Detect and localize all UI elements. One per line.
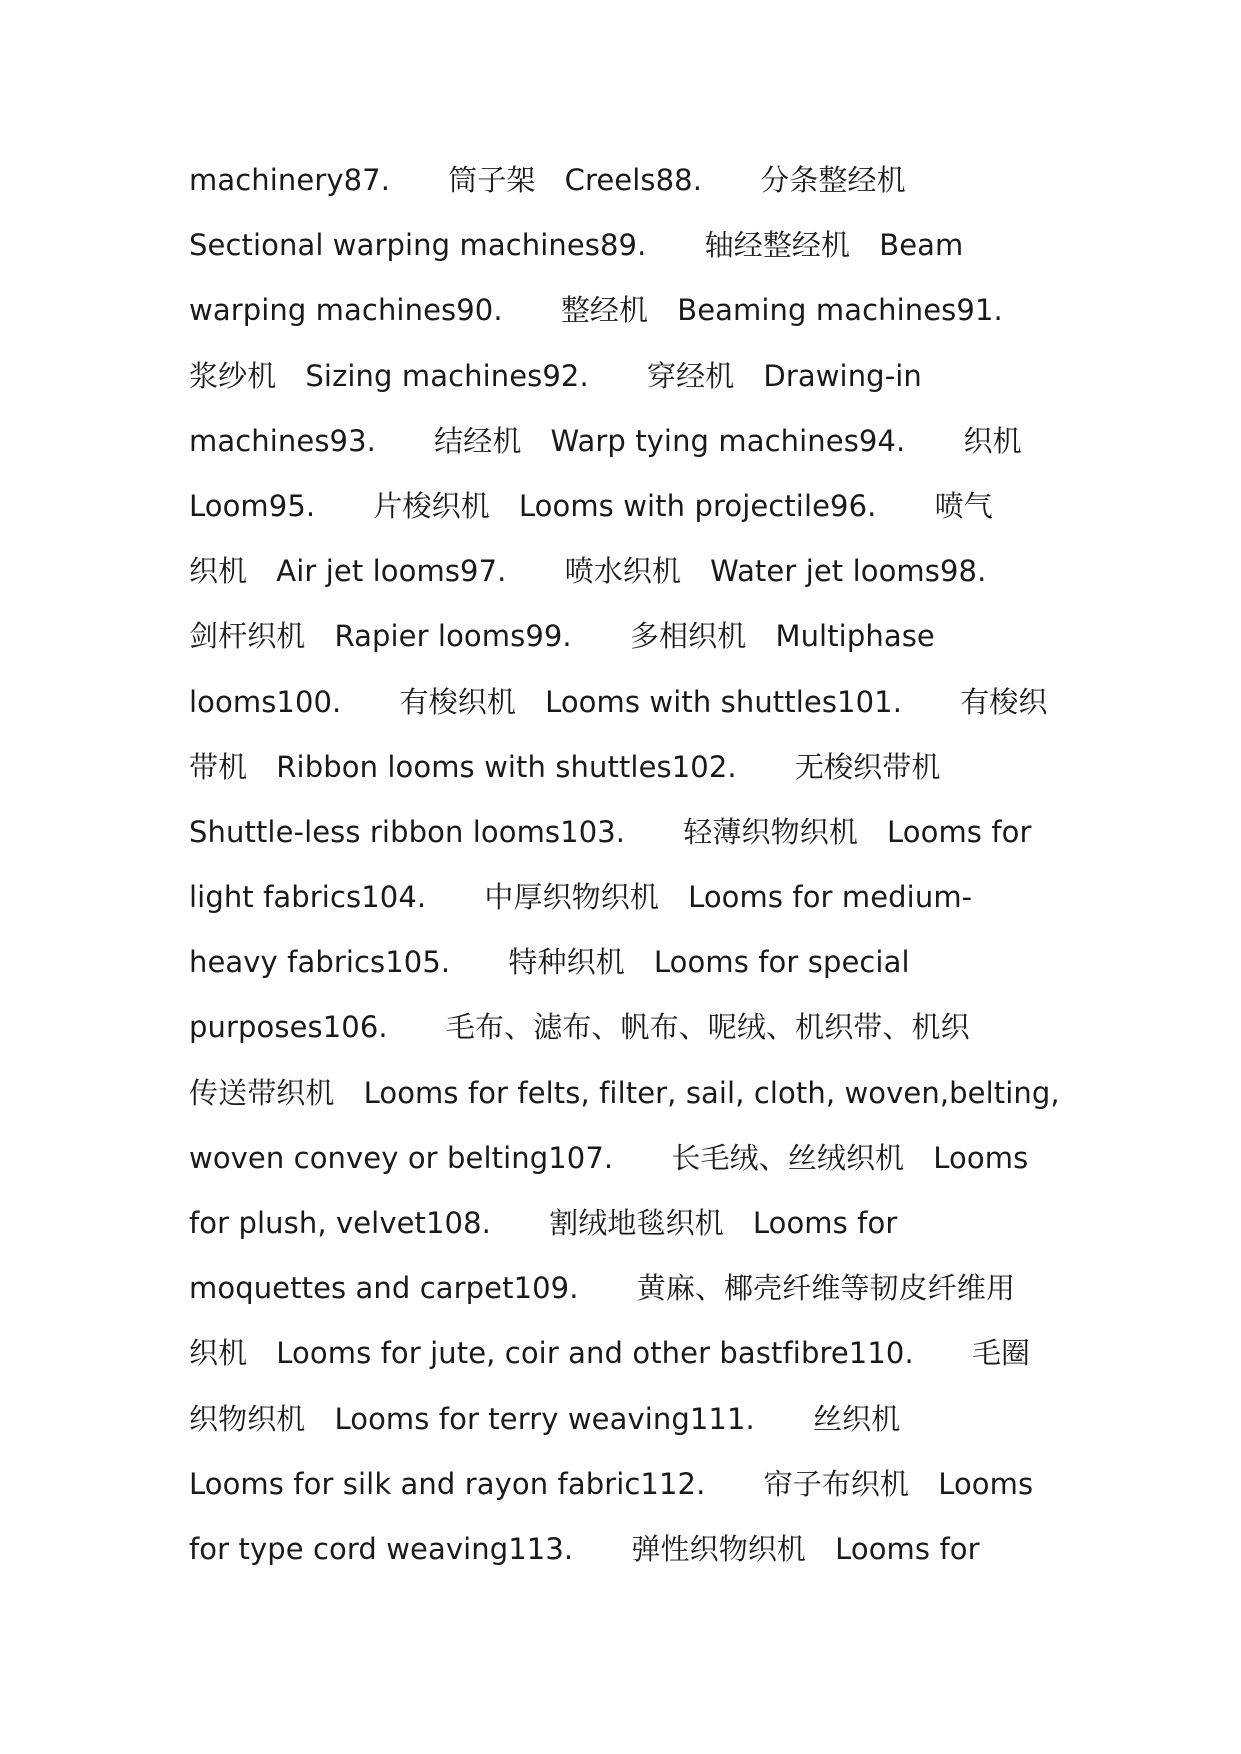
text-line: 织机 Looms for jute, coir and other bastfibre110. 毛圈 [189, 1336, 1031, 1371]
text-line: 织机 Air jet looms97. 喷水织机 Water jet looms98. [189, 554, 987, 589]
text-line: warping machines90. 整经机 Beaming machines91. [189, 293, 1003, 328]
text-line: light fabrics104. 中厚织物织机 Looms for medium- [189, 880, 973, 915]
text-line: machines93. 结经机 Warp tying machines94. 织机 [189, 423, 1022, 458]
text-line: 织物织机 Looms for terry weaving111. 丝织机 [189, 1401, 901, 1436]
text-line: 剑杆织机 Rapier looms99. 多相织机 Multiphase [189, 619, 935, 654]
text-line: Looms for silk and rayon fabric112. 帘子布织机 Looms [189, 1466, 1034, 1501]
body-text [189, 148, 1069, 1582]
text-line: Sectional warping machines89. 轴经整经机 Beam [189, 228, 964, 263]
text-line: for plush, velvet108. 割绒地毯织机 Looms for [189, 1206, 898, 1240]
text-line: woven convey or belting107. 长毛绒、丝绒织机 Looms [189, 1140, 1029, 1175]
text-line: 浆纱机 Sizing machines92. 穿经机 Drawing-in [189, 358, 922, 393]
text-line: for type cord weaving113. 弹性织物织机 Looms for [189, 1531, 980, 1566]
text-line: looms100. 有梭织机 Looms with shuttles101. 有梭织 [189, 684, 1048, 719]
text-line: moquettes and carpet109. 黄麻、椰壳纤维等韧皮纤维用 [189, 1271, 1016, 1306]
text-line: 传送带织机 Looms for felts, filter, sail, cloth, woven,belting, [189, 1075, 1060, 1110]
text-line: machinery87. 筒子架 Creels88. 分条整经机 [189, 163, 906, 197]
text-line: Shuttle-less ribbon looms103. 轻薄织物织机 Looms for [189, 814, 1032, 849]
text-line: 带机 Ribbon looms with shuttles102. 无梭织带机 [189, 749, 941, 784]
text-line: heavy fabrics105. 特种织机 Looms for special [189, 945, 910, 980]
text-line: purposes106. 毛布、滤布、帆布、呢绒、机织带、机织 [189, 1010, 970, 1045]
text-line: Loom95. 片梭织机 Looms with projectile96. 喷气 [189, 488, 993, 523]
